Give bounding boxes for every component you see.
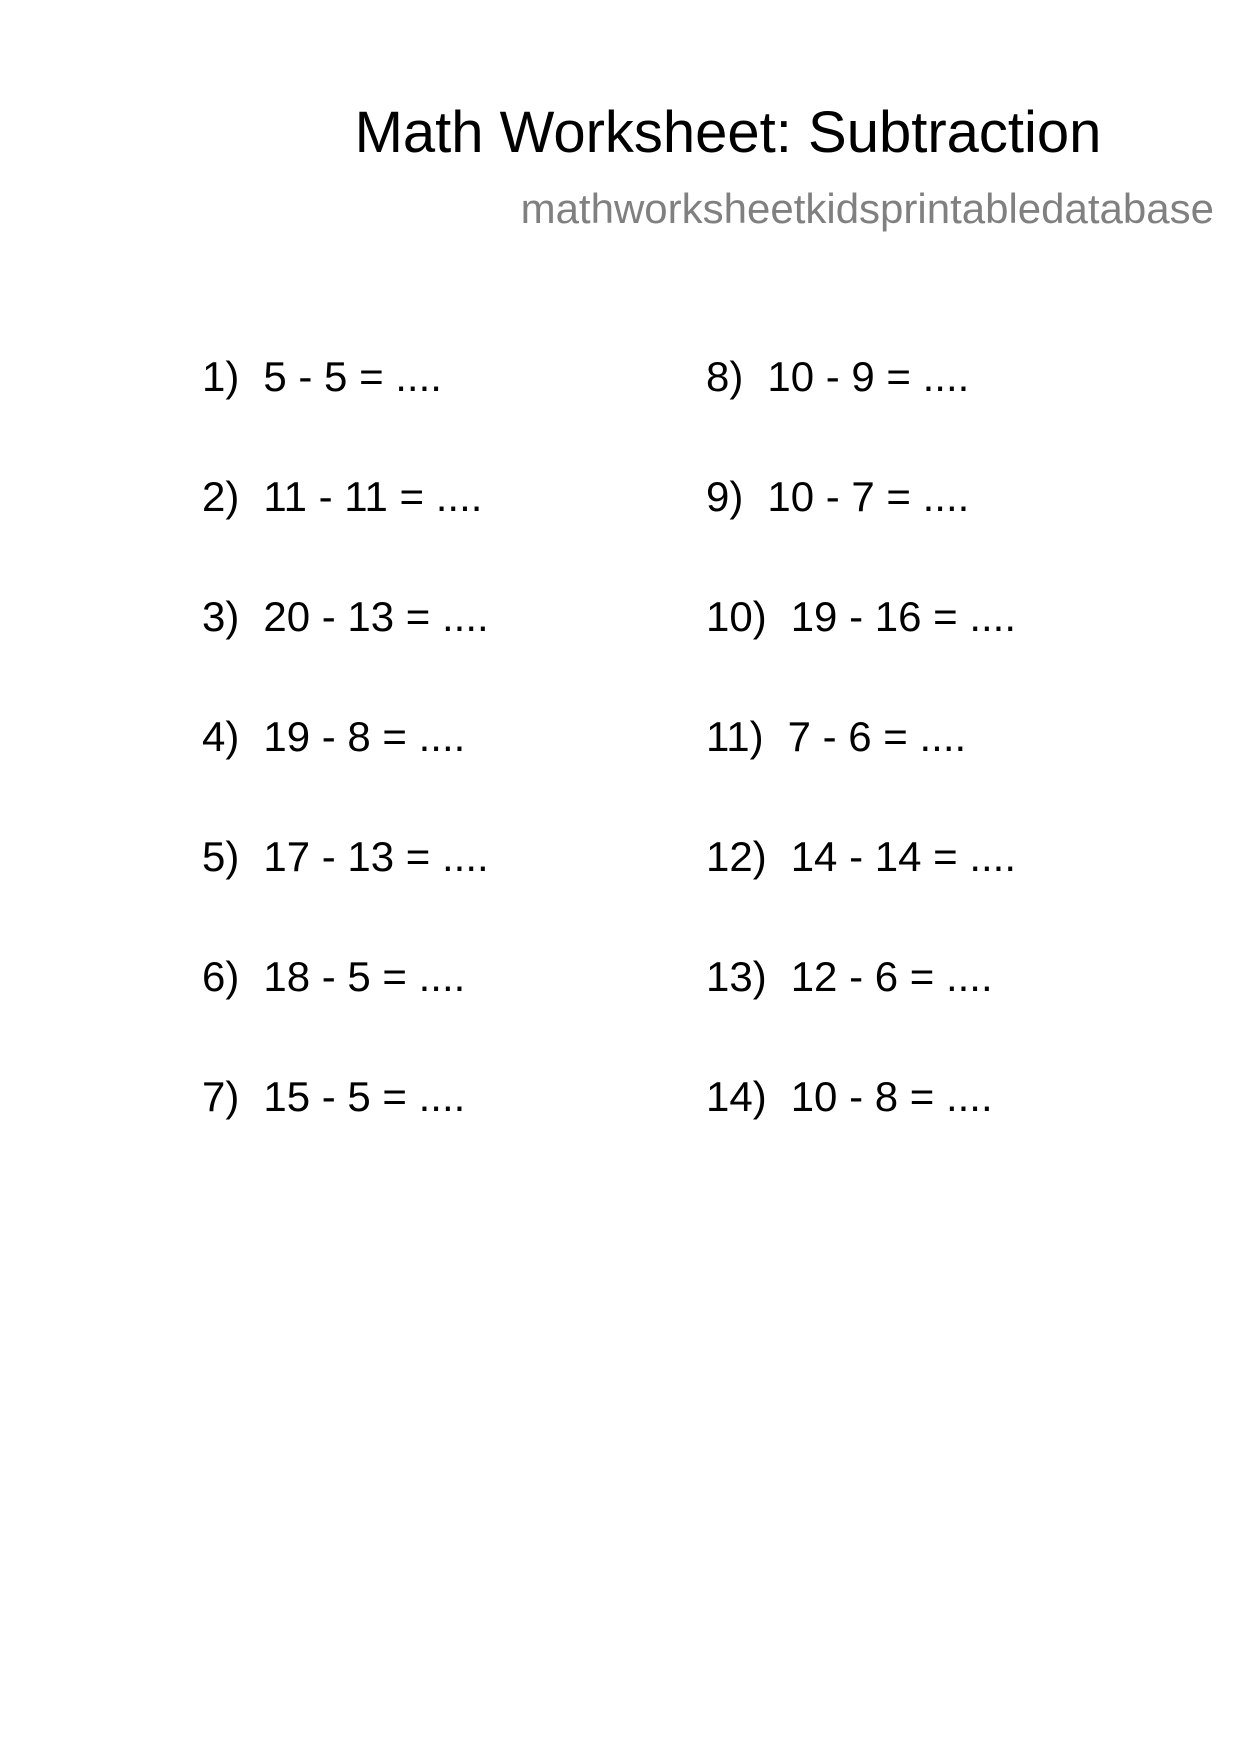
- problem-number: 10): [706, 593, 767, 640]
- problem-number: 4): [202, 713, 240, 760]
- problem-expression: 18 - 5 = ....: [263, 953, 466, 1000]
- problem-number: 14): [706, 1073, 767, 1120]
- problems-column-right: [706, 348, 1016, 1188]
- problem-number: 13): [706, 953, 767, 1000]
- problem-number: 11): [706, 713, 764, 760]
- problem-item: [202, 588, 489, 708]
- problem-number: 6): [202, 953, 240, 1000]
- problem-expression: 11 - 11 = ....: [263, 473, 483, 520]
- problem-expression: 14 - 14 = ....: [790, 833, 1017, 880]
- problem-number: 7): [202, 1073, 240, 1120]
- problem-expression: 20 - 13 = ....: [263, 593, 489, 640]
- problem-number: 5): [202, 833, 240, 880]
- page-title: Math Worksheet: Subtraction: [354, 100, 1102, 165]
- problem-item: [706, 948, 1016, 1068]
- problem-number: 9): [706, 473, 744, 520]
- problem-item: [202, 348, 489, 468]
- problem-item: [706, 588, 1016, 708]
- problem-number: 3): [202, 593, 240, 640]
- problem-number: 2): [202, 473, 240, 520]
- problems-column-left: [202, 348, 489, 1188]
- problem-item: [202, 708, 489, 828]
- problem-expression: 17 - 13 = ....: [263, 833, 489, 880]
- problem-item: [202, 1068, 489, 1188]
- problem-number: 12): [706, 833, 767, 880]
- problem-item: [706, 1068, 1016, 1188]
- problem-expression: 10 - 9 = ....: [767, 353, 970, 400]
- problem-item: [202, 948, 489, 1068]
- problem-expression: 12 - 6 = ....: [790, 953, 993, 1000]
- problem-item: [202, 828, 489, 948]
- problem-number: 1): [202, 353, 240, 400]
- page-subtitle: mathworksheetkidsprintabledatabase: [520, 185, 1214, 232]
- problem-number: 8): [706, 353, 744, 400]
- problem-item: [706, 708, 1016, 828]
- problem-item: [706, 348, 1016, 468]
- problem-item: [202, 468, 489, 588]
- problem-expression: 10 - 7 = ....: [767, 473, 970, 520]
- problem-expression: 10 - 8 = ....: [790, 1073, 993, 1120]
- problem-expression: 15 - 5 = ....: [263, 1073, 466, 1120]
- problem-expression: 7 - 6 = ....: [787, 713, 967, 760]
- problem-expression: 19 - 16 = ....: [790, 593, 1017, 640]
- problem-item: [706, 828, 1016, 948]
- problem-expression: 5 - 5 = ....: [263, 353, 442, 400]
- problem-item: [706, 468, 1016, 588]
- problem-expression: 19 - 8 = ....: [263, 713, 466, 760]
